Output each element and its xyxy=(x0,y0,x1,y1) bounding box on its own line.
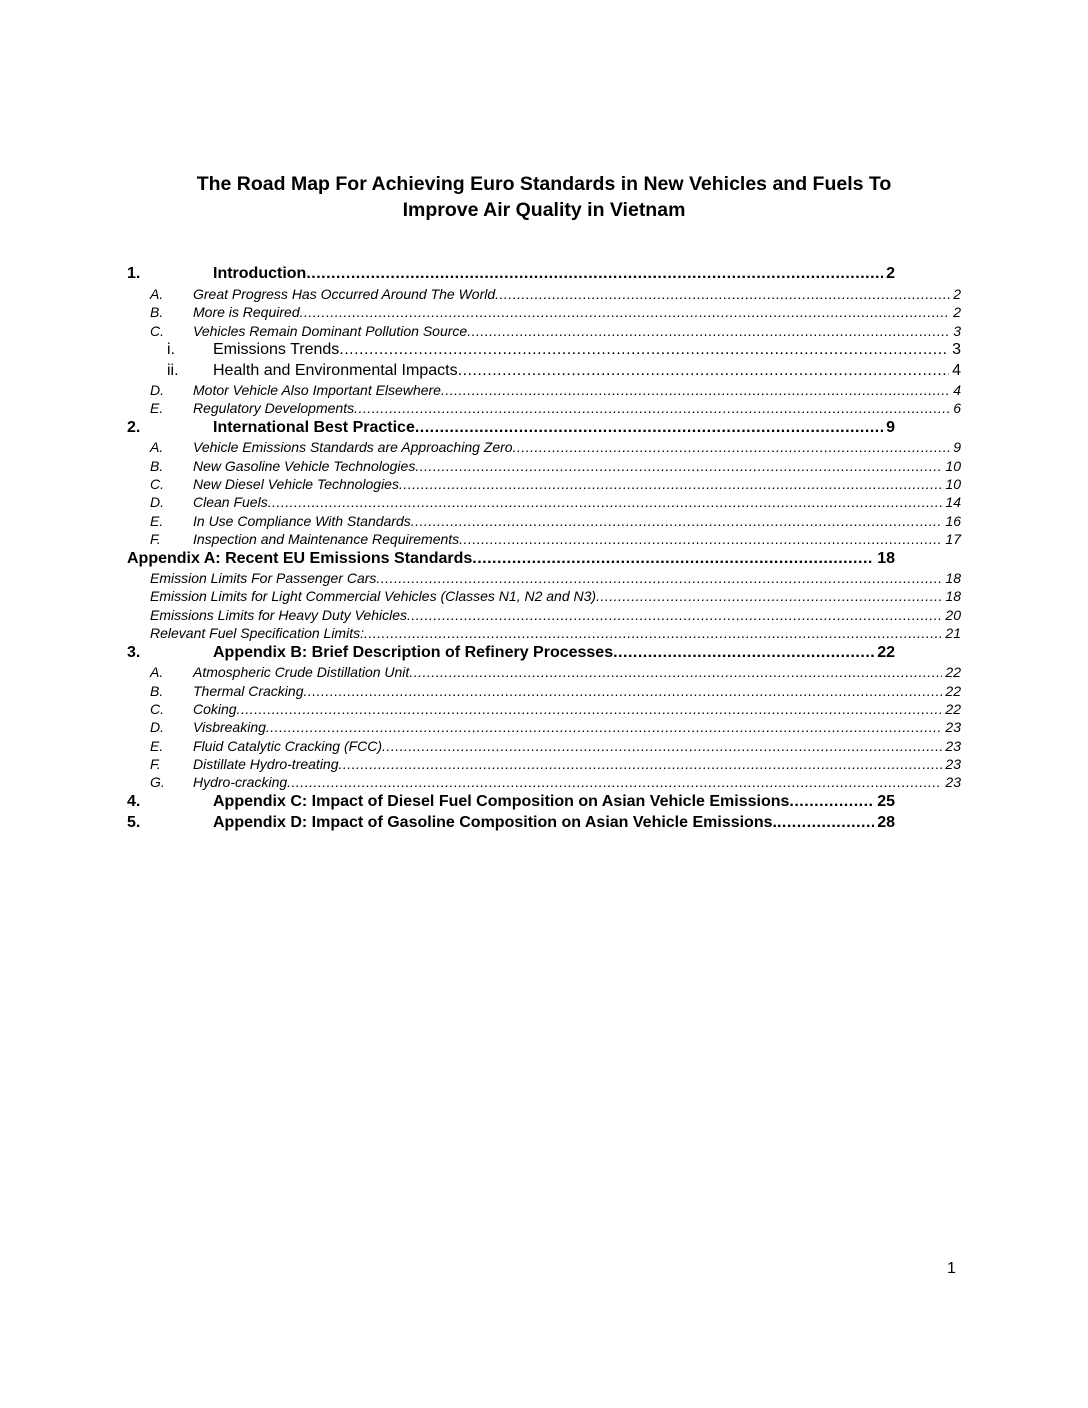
toc-entry-number: D. xyxy=(150,719,164,735)
toc-entry-title: Clean Fuels xyxy=(193,494,268,510)
toc-entry[interactable] xyxy=(150,683,961,701)
toc-entry-page: 3 xyxy=(953,323,961,339)
toc-entry-title: Motor Vehicle Also Important Elsewhere xyxy=(193,382,441,398)
toc-entry-number: B. xyxy=(150,304,164,320)
toc-dot-leader xyxy=(237,701,943,717)
toc-entry[interactable] xyxy=(150,513,961,531)
toc-dot-leader xyxy=(596,588,942,604)
toc-entry-page: 2 xyxy=(953,304,961,320)
toc-entry-title: Emission Limits for Light Commercial Vehicles (Classes N1, N2 and N3) xyxy=(150,588,597,604)
toc-entry-page: 22 xyxy=(945,701,961,717)
toc-dot-leader xyxy=(789,793,874,811)
toc-dot-leader xyxy=(459,531,942,547)
toc-entry-page: 18 xyxy=(945,570,961,586)
toc-dot-leader xyxy=(495,286,950,302)
toc-entry-page: 4 xyxy=(953,382,961,398)
toc-entry-number: G. xyxy=(150,774,165,790)
toc-entry-title: Emissions Limits for Heavy Duty Vehicles xyxy=(150,607,408,623)
toc-dot-leader xyxy=(382,738,942,754)
toc-entry-page: 2 xyxy=(886,265,895,282)
toc-entry-page: 25 xyxy=(877,793,895,810)
toc-dot-leader xyxy=(513,439,951,455)
document-title-line-2: Improve Air Quality in Vietnam xyxy=(402,199,686,221)
document-title-line-1: The Road Map For Achieving Euro Standards in New Vehicles and Fuels To xyxy=(196,173,892,195)
toc-entry[interactable] xyxy=(127,419,895,439)
toc-entry-number: 1. xyxy=(127,265,141,282)
toc-entry-page: 22 xyxy=(945,683,961,699)
toc-entry-number: D. xyxy=(150,382,164,398)
toc-entry-page: 21 xyxy=(945,625,961,641)
toc-entry[interactable] xyxy=(167,362,961,382)
toc-entry-page: 16 xyxy=(945,513,961,529)
toc-dot-leader xyxy=(458,362,950,380)
toc-dot-leader xyxy=(441,382,950,398)
toc-entry[interactable] xyxy=(150,774,961,792)
toc-entry-title: Atmospheric Crude Distillation Unit xyxy=(193,664,410,680)
toc-entry-title: International Best Practice xyxy=(213,419,415,436)
toc-dot-leader xyxy=(467,323,950,339)
toc-entry-page: 9 xyxy=(953,439,961,455)
toc-entry-title: Appendix D: Impact of Gasoline Composition on Asian Vehicle Emissions. xyxy=(213,814,777,831)
toc-entry[interactable] xyxy=(150,738,961,756)
toc-entry-title: Introduction xyxy=(213,265,307,282)
toc-entry[interactable] xyxy=(150,588,961,606)
toc-entry[interactable] xyxy=(150,323,961,341)
toc-entry-page: 28 xyxy=(877,814,895,831)
toc-entry-number: F. xyxy=(150,531,161,547)
toc-entry-number: D. xyxy=(150,494,164,510)
toc-dot-leader xyxy=(777,814,874,832)
toc-entry-title: Emission Limits For Passenger Cars xyxy=(150,570,377,586)
toc-dot-leader xyxy=(303,683,942,699)
toc-dot-leader xyxy=(306,265,883,283)
toc-entry-title: Regulatory Developments xyxy=(193,400,355,416)
toc-entry-page: 4 xyxy=(952,362,961,379)
toc-entry-number: ii. xyxy=(167,362,179,379)
toc-entry[interactable] xyxy=(150,625,961,643)
toc-entry-number: A. xyxy=(150,286,164,302)
toc-entry[interactable] xyxy=(150,701,961,719)
toc-entry-number: B. xyxy=(150,458,164,474)
toc-entry[interactable] xyxy=(150,531,961,549)
toc-dot-leader xyxy=(415,419,883,437)
toc-entry-number: C. xyxy=(150,323,164,339)
toc-entry-page: 14 xyxy=(945,494,961,510)
toc-dot-leader xyxy=(287,774,942,790)
toc-entry-number: 5. xyxy=(127,814,141,831)
toc-entry[interactable] xyxy=(150,664,961,682)
toc-dot-leader xyxy=(300,304,951,320)
document-title xyxy=(150,171,938,223)
toc-entry-title: Thermal Cracking xyxy=(193,683,304,699)
toc-entry-number: 2. xyxy=(127,419,141,436)
toc-entry[interactable] xyxy=(150,570,961,588)
toc-entry-page: 17 xyxy=(945,531,961,547)
toc-entry-number: 3. xyxy=(127,644,141,661)
toc-dot-leader xyxy=(339,756,943,772)
toc-entry-title: Fluid Catalytic Cracking (FCC) xyxy=(193,738,383,754)
toc-entry[interactable] xyxy=(150,476,961,494)
toc-entry[interactable] xyxy=(150,719,961,737)
toc-entry[interactable] xyxy=(150,494,961,512)
toc-entry[interactable] xyxy=(127,814,895,834)
toc-dot-leader xyxy=(407,607,942,623)
toc-entry-page: 22 xyxy=(945,664,961,680)
toc-entry-page: 6 xyxy=(953,400,961,416)
toc-dot-leader xyxy=(339,341,949,359)
toc-entry-page: 10 xyxy=(945,476,961,492)
toc-entry-title: Appendix C: Impact of Diesel Fuel Composition on Asian Vehicle Emissions xyxy=(213,793,790,810)
toc-entry-number: C. xyxy=(150,476,164,492)
toc-entry[interactable] xyxy=(150,382,961,400)
toc-entry[interactable] xyxy=(127,644,895,664)
toc-dot-leader xyxy=(411,513,943,529)
toc-entry-number: A. xyxy=(150,664,164,680)
toc-entry-number: B. xyxy=(150,683,164,699)
toc-entry-page: 18 xyxy=(877,550,895,567)
toc-entry-title: New Gasoline Vehicle Technologies xyxy=(193,458,416,474)
toc-dot-leader xyxy=(376,570,942,586)
toc-entry-number: 4. xyxy=(127,793,141,810)
toc-entry-title: Appendix A: Recent EU Emissions Standards xyxy=(127,550,473,567)
toc-entry-page: 18 xyxy=(945,588,961,604)
toc-entry-title: Relevant Fuel Specification Limits: xyxy=(150,625,364,641)
toc-entry-number: E. xyxy=(150,513,164,529)
toc-entry-title: New Diesel Vehicle Technologies xyxy=(193,476,399,492)
toc-dot-leader xyxy=(399,476,942,492)
toc-dot-leader xyxy=(364,625,942,641)
page-number: 1 xyxy=(947,1260,956,1277)
toc-entry-number: E. xyxy=(150,400,164,416)
toc-entry[interactable] xyxy=(150,400,961,418)
toc-entry[interactable] xyxy=(127,265,895,285)
toc-entry[interactable] xyxy=(127,550,895,570)
toc-entry-page: 23 xyxy=(945,756,961,772)
toc-entry-title: Vehicles Remain Dominant Pollution Source xyxy=(193,323,468,339)
toc-entry-page: 22 xyxy=(877,644,895,661)
toc-entry-title: Great Progress Has Occurred Around The World xyxy=(193,286,496,302)
toc-entry[interactable] xyxy=(167,341,961,361)
toc-entry-page: 3 xyxy=(952,341,961,358)
toc-entry[interactable] xyxy=(150,286,961,304)
toc-dot-leader xyxy=(266,719,943,735)
toc-entry[interactable] xyxy=(127,793,895,813)
toc-dot-leader xyxy=(472,550,874,568)
toc-entry[interactable] xyxy=(150,607,961,625)
toc-entry-page: 23 xyxy=(945,774,961,790)
toc-entry-title: Health and Environmental Impacts xyxy=(213,362,458,379)
toc-dot-leader xyxy=(415,458,942,474)
toc-entry-title: Inspection and Maintenance Requirements xyxy=(193,531,460,547)
toc-entry-number: E. xyxy=(150,738,164,754)
toc-dot-leader xyxy=(268,494,943,510)
toc-entry-title: Coking xyxy=(193,701,237,717)
toc-entry[interactable] xyxy=(150,756,961,774)
toc-entry[interactable] xyxy=(150,304,961,322)
toc-entry-page: 9 xyxy=(886,419,895,436)
toc-entry-number: C. xyxy=(150,701,164,717)
toc-entry-title: Emissions Trends xyxy=(213,341,340,358)
toc-dot-leader xyxy=(409,664,942,680)
toc-entry-page: 20 xyxy=(945,607,961,623)
toc-entry-page: 23 xyxy=(945,738,961,754)
toc-dot-leader xyxy=(613,644,874,662)
toc-entry-title: Visbreaking xyxy=(193,719,266,735)
toc-entry[interactable] xyxy=(150,439,961,457)
toc-entry-page: 23 xyxy=(945,719,961,735)
toc-entry-title: In Use Compliance With Standards xyxy=(193,513,411,529)
toc-entry-title: Distillate Hydro-treating xyxy=(193,756,339,772)
toc-entry-title: More is Required xyxy=(193,304,300,320)
toc-entry-page: 10 xyxy=(945,458,961,474)
toc-entry[interactable] xyxy=(150,458,961,476)
toc-entry-number: A. xyxy=(150,439,164,455)
toc-entry-title: Hydro-cracking xyxy=(193,774,288,790)
toc-entry-number: i. xyxy=(167,341,175,358)
toc-entry-title: Vehicle Emissions Standards are Approaching Zero xyxy=(193,439,513,455)
toc-entry-title: Appendix B: Brief Description of Refinery Processes xyxy=(213,644,614,661)
toc-dot-leader xyxy=(354,400,950,416)
toc-entry-page: 2 xyxy=(953,286,961,302)
toc-entry-number: F. xyxy=(150,756,161,772)
